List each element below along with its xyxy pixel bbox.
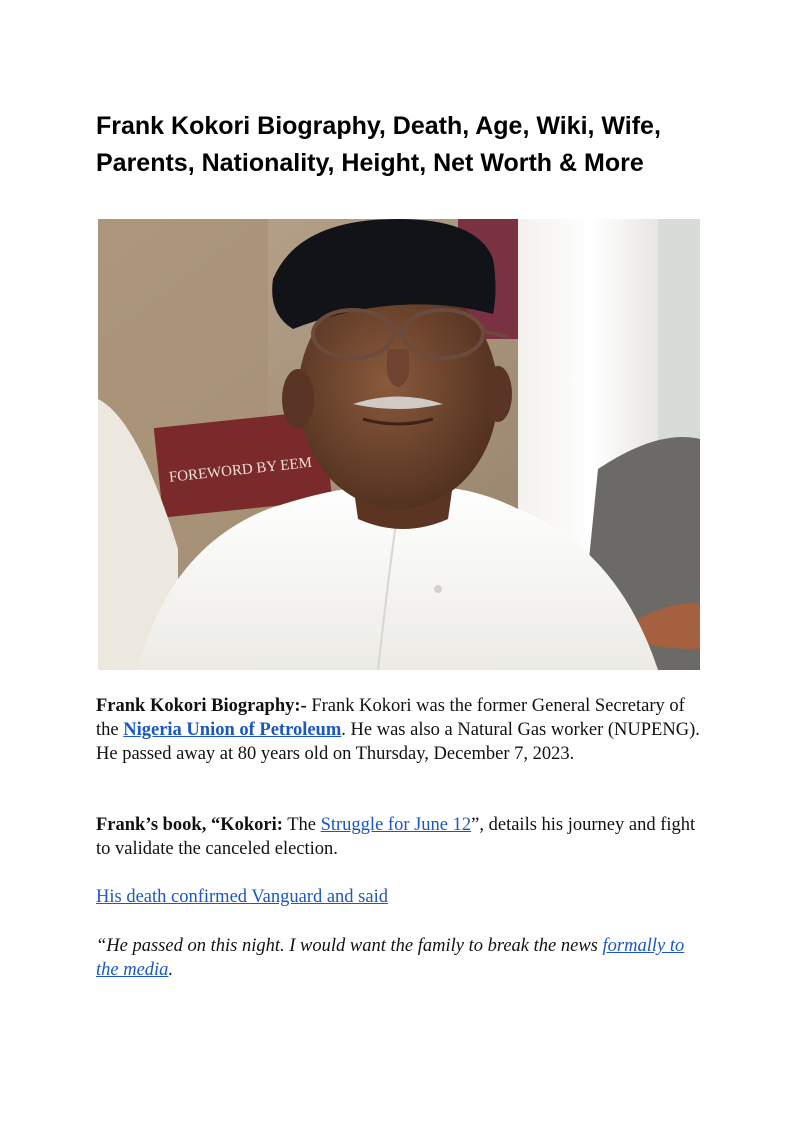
book-text-a: The [282,815,321,835]
nupeng-link[interactable]: Nigeria Union of Petroleum [123,720,342,740]
biography-text-b: . He was also a Natural Gas worker (NUPENG). He passed away at 80 years old on Thursday, December 7, 2023. [96,720,700,764]
article-photo [98,219,700,670]
book-cover-text: FOREWORD BY EEM [168,454,313,486]
biography-lead: Frank Kokori Biography:- [96,696,307,716]
june-12-link[interactable]: Struggle for June 12 [320,815,472,835]
quote-paragraph [96,934,706,982]
biography-paragraph [96,694,706,766]
media-link[interactable]: formally to the media [96,936,685,980]
quote-text-b: . [168,960,174,980]
article-title: Frank Kokori Biography, Death, Age, Wiki, Wife, Parents, Nationality, Height, Net Worth & More [96,112,661,177]
vanguard-link[interactable]: His death confirmed Vanguard and said [96,887,388,907]
book-text-b: ”, details his journey and fight to validate the canceled election. [96,815,696,859]
book-lead: Frank’s book, “Kokori: [96,815,283,835]
quote-text-a: “He passed on this night. I would want the family to break the news [96,936,603,956]
biography-text-a: Frank Kokori was the former General Secretary of the [96,696,685,740]
book-paragraph [96,813,706,861]
vanguard-paragraph [96,885,706,909]
